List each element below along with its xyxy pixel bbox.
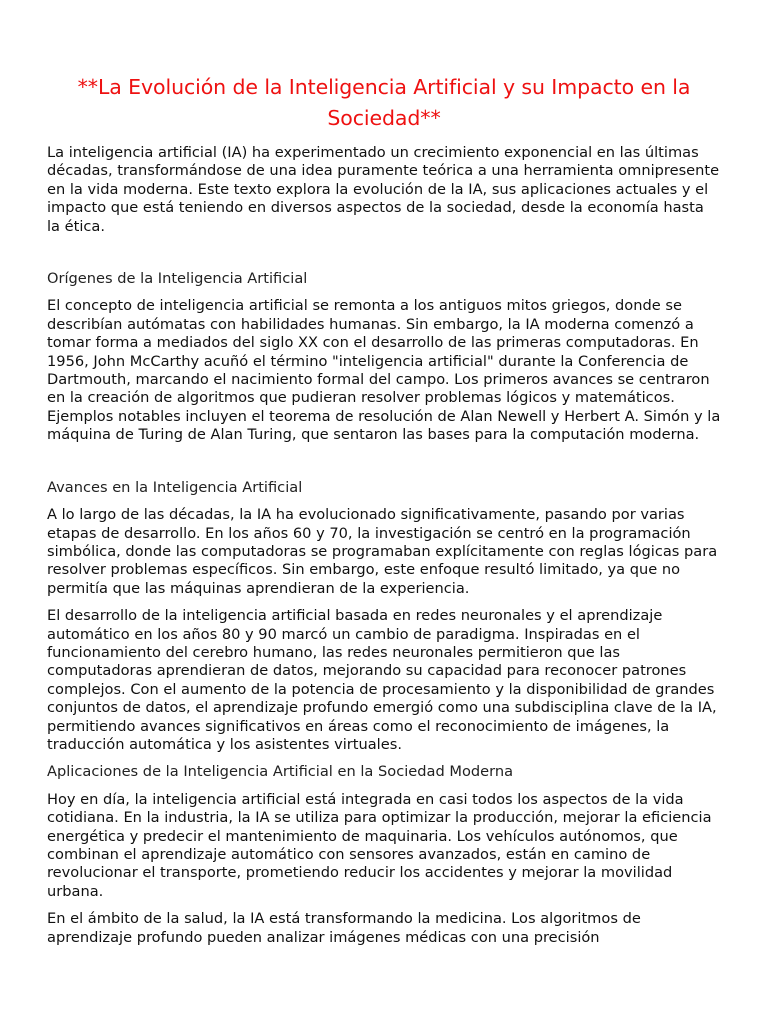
section-heading-applications: Aplicaciones de la Inteligencia Artificial en la Sociedad Moderna <box>47 763 514 781</box>
section-heading-advances: Avances en la Inteligencia Artificial <box>47 478 303 496</box>
section-advances-paragraph-2: El desarrollo de la inteligencia artificial basada en redes neuronales y el aprendizaje automático en los años 80 y 90 marcó un cambio de paradigma. Inspiradas en el funcionamiento del cerebro humano, las redes neuronales permitieron que las computadoras aprendieran de datos, mejorando su capacidad para reconocer patrones complejos. Con el aumento de la potencia de procesamiento y la disponibilidad de grandes conjuntos de datos, el aprendizaje profundo emergió como una subdisciplina clave de la IA, permitiendo avances significativos en áreas como el reconocimiento de imágenes, la traducción automática y los asistentes virtuales. <box>47 607 717 753</box>
section-advances-paragraph-1: A lo largo de las décadas, la IA ha evolucionado significativamente, pasando por varias etapas de desarrollo. En los años 60 y 70, la investigación se centró en la programación simbólica, donde las computadoras se programaban explícitamente con reglas lógicas para resolver problemas específicos. Sin embargo, este enfoque resultó limitado, ya que no permitía que las máquinas aprendieran de la experiencia. <box>47 506 718 597</box>
intro-paragraph: La inteligencia artificial (IA) ha experimentado un crecimiento exponencial en las últimas décadas, transformándose de una idea puramente teórica a una herramienta omnipresente en la vida moderna. Este texto explora la evolución de la IA, sus aplicaciones actuales y el impacto que está teniendo en diversos aspectos de la sociedad, desde la economía hasta la ética. <box>47 144 720 235</box>
section-heading-origins: Orígenes de la Inteligencia Artificial <box>47 270 308 288</box>
section-applications-paragraph-1: Hoy en día, la inteligencia artificial está integrada en casi todos los aspectos de la vida cotidiana. En la industria, la IA se utiliza para optimizar la producción, mejorar la eficiencia energética y predecir el mantenimiento de maquinaria. Los vehículos autónomos, que combinan el aprendizaje automático con sensores avanzados, están en camino de revolucionar el transporte, prometiendo reducir los accidentes y mejorar la movilidad urbana. <box>47 790 712 900</box>
section-applications-paragraph-2: En el ámbito de la salud, la IA está transformando la medicina. Los algoritmos de aprendizaje profundo pueden analizar imágenes médicas con una precisión <box>47 910 641 946</box>
section-origins-paragraph-1: El concepto de inteligencia artificial se remonta a los antiguos mitos griegos, donde se describían autómatas con habilidades humanas. Sin embargo, la IA moderna comenzó a tomar forma a mediados del siglo XX con el desarrollo de las primeras computadoras. En 1956, John McCarthy acuñó el término "inteligencia artificial" durante la Conferencia de Dartmouth, marcando el nacimiento formal del campo. Los primeros avances se centraron en la creación de algoritmos que pudieran resolver problemas lógicos y matemáticos. Ejemplos notables incluyen el teorema de resolución de Alan Newell y Herbert A. Simón y la máquina de Turing de Alan Turing, que sentaron las bases para la computación moderna. <box>47 297 721 444</box>
document-title: **La Evolución de la Inteligencia Artificial y su Impacto en la Sociedad** <box>77 75 691 130</box>
